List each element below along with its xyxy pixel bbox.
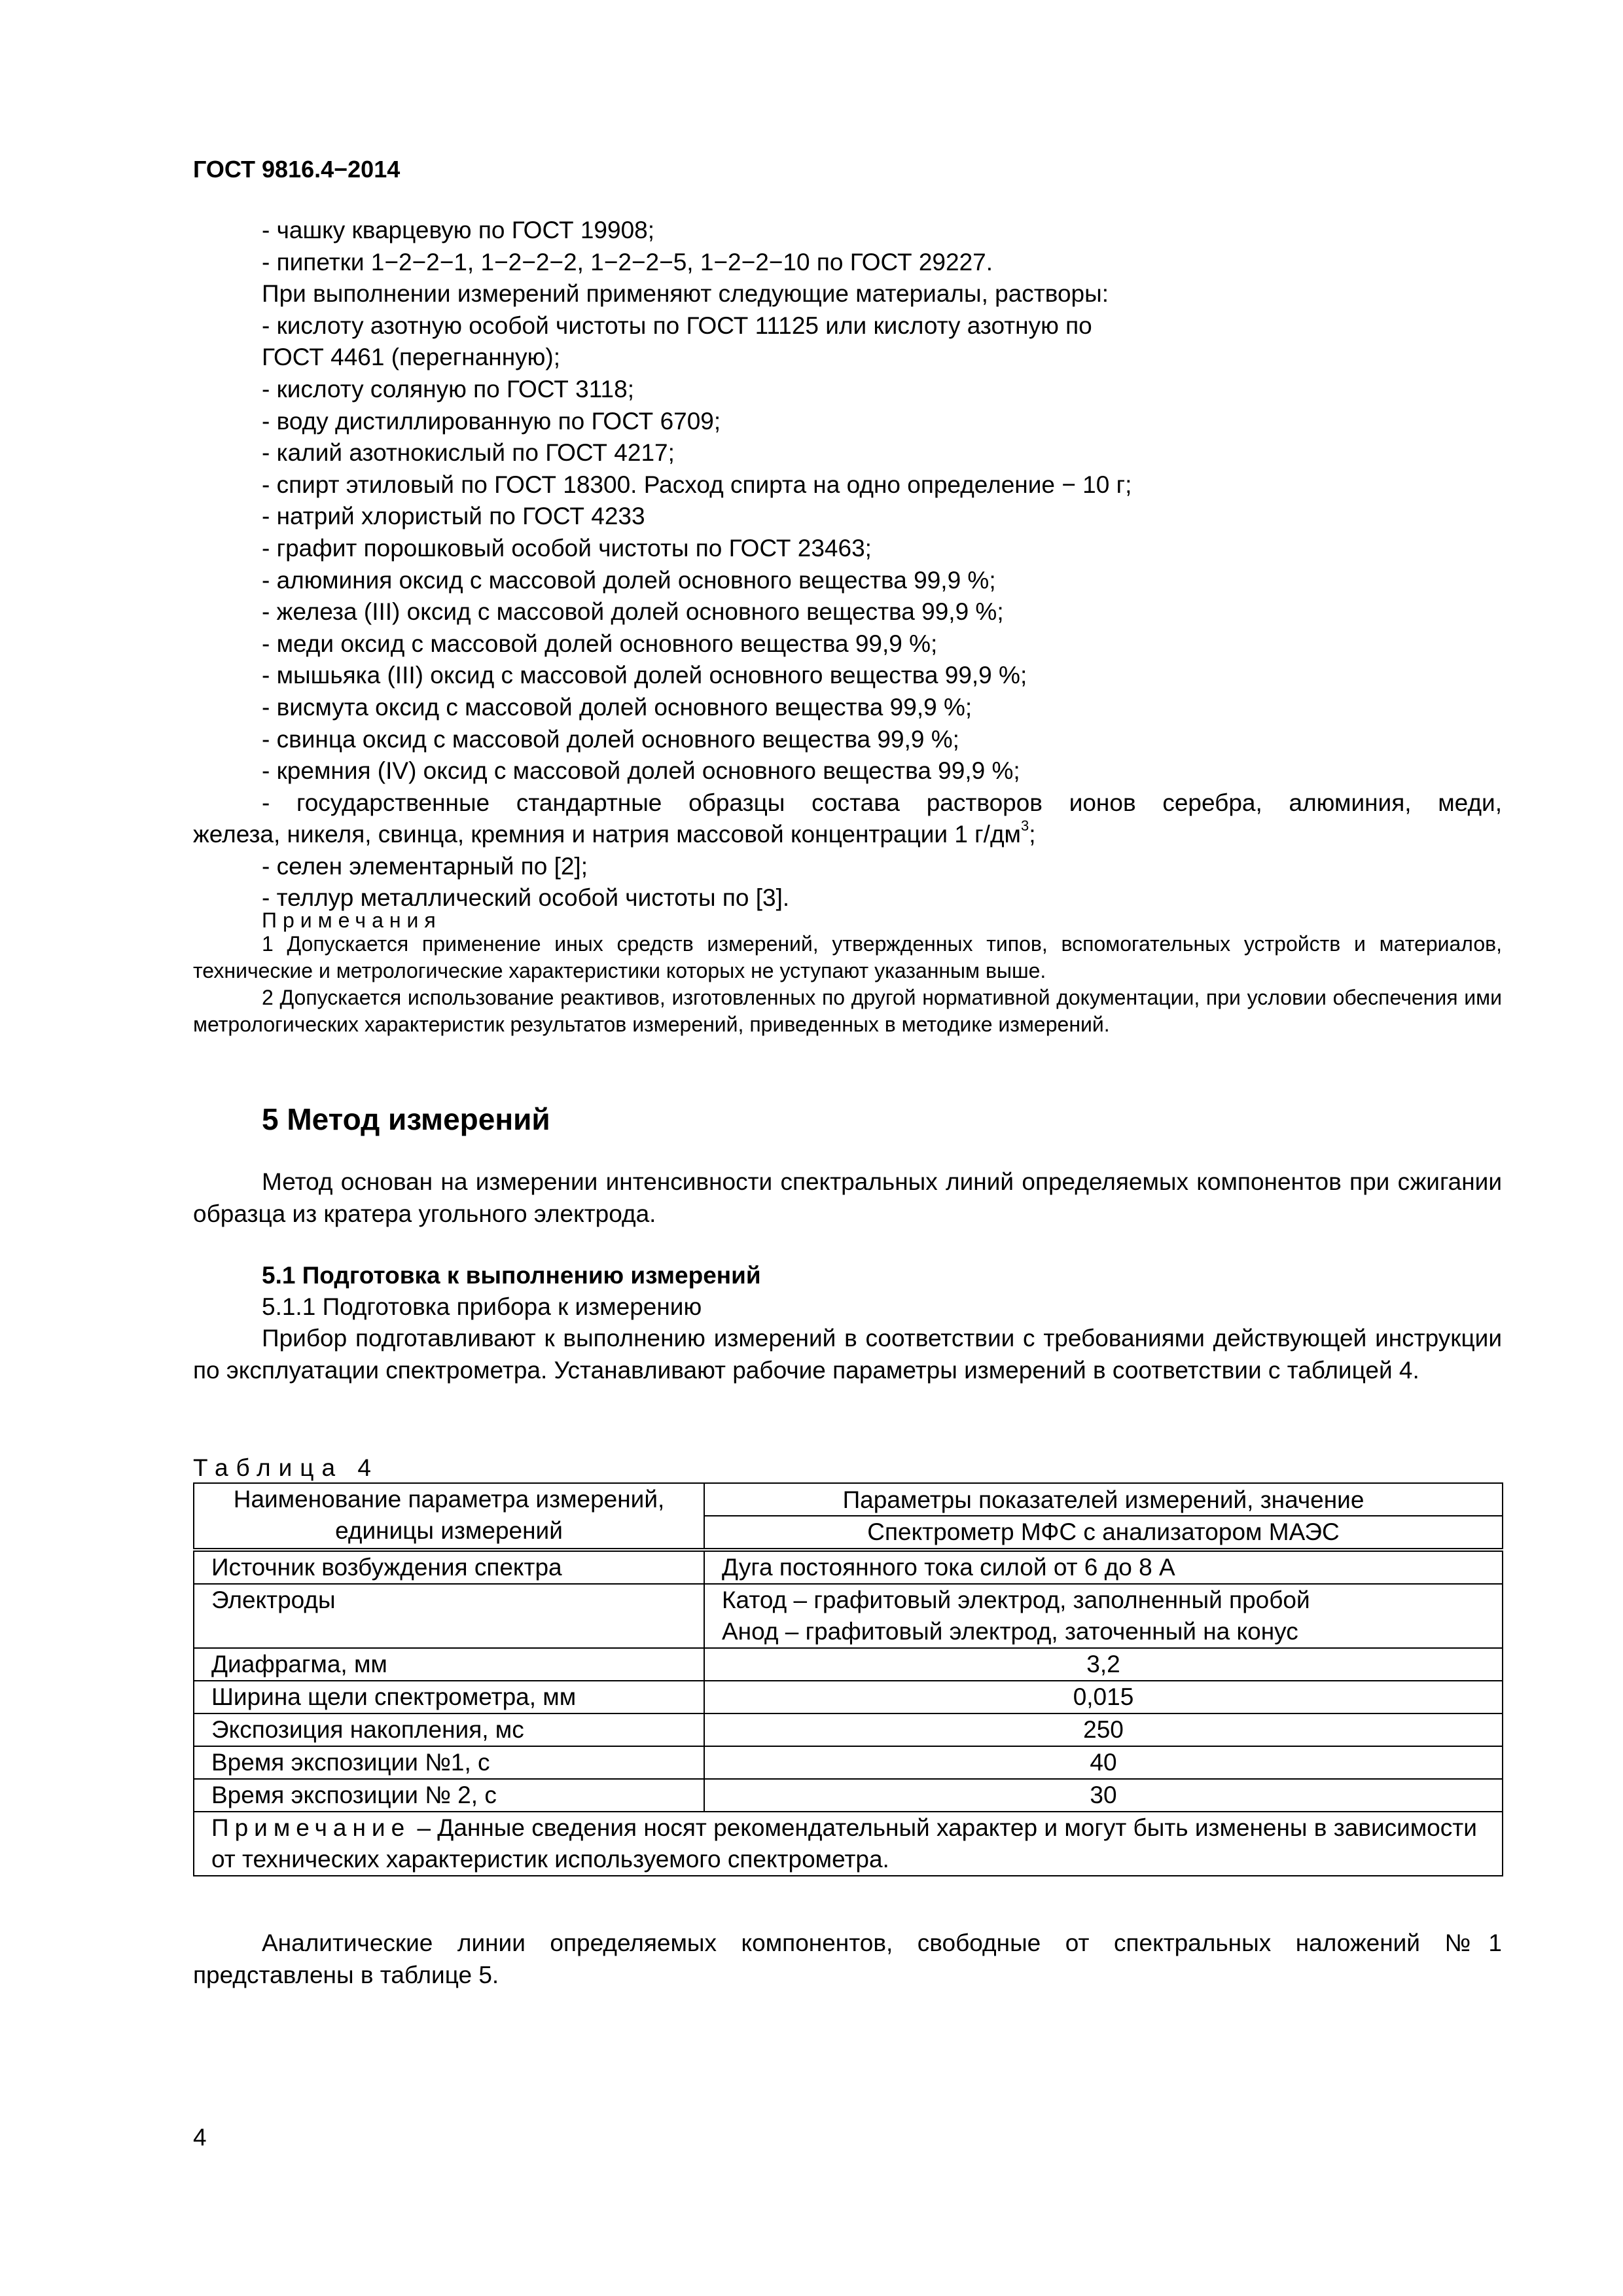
closing-paragraph: Аналитические линии определяемых компонентов, свободные от спектральных наложений №1 представлены в таблице 5.	[193, 1929, 1502, 1988]
subsubsection-heading: 5.1.1 Подготовка прибора к измерению	[262, 1293, 702, 1320]
table-row	[194, 1550, 1503, 1584]
list-item: - графит порошковый особой чистоты по ГОСТ 23463;	[262, 534, 872, 562]
table-cell: Время экспозиции №1, с	[194, 1746, 704, 1779]
list-item: - воду дистиллированную по ГОСТ 6709;	[262, 407, 721, 435]
list-item: - меди оксид с массовой долей основного вещества 99,9 %;	[262, 630, 938, 657]
table-cell: Ширина щели спектрометра, мм	[194, 1681, 704, 1713]
table-subheader-col2: Спектрометр МФС с анализатором МАЭС	[704, 1516, 1503, 1550]
table-cell: Дуга постоянного тока силой от 6 до 8 А	[704, 1550, 1503, 1584]
table-header-row	[194, 1483, 1503, 1516]
table-cell: 3,2	[704, 1648, 1503, 1681]
table-cell: Экспозиция накопления, мс	[194, 1713, 704, 1746]
table-cell: 0,015	[704, 1681, 1503, 1713]
list-item: - кислоту азотную особой чистоты по ГОСТ 11125 или кислоту азотную по	[262, 312, 1092, 339]
list-item: - мышьяка (III) оксид с массовой долей основного вещества 99,9 %;	[262, 662, 1027, 689]
list-item: - натрий хлористый по ГОСТ 4233	[262, 503, 645, 530]
parameters-table	[193, 1482, 1503, 1876]
subsection-heading: 5.1 Подготовка к выполнению измерений	[262, 1262, 761, 1289]
list-item: - свинца оксид с массовой долей основного вещества 99,9 %;	[262, 725, 959, 753]
table-label: Таблица 4	[193, 1454, 379, 1481]
gso-tail: ;	[1029, 821, 1036, 848]
table-note-row	[194, 1812, 1503, 1876]
list-item: - чашку кварцевую по ГОСТ 19908;	[262, 217, 655, 243]
list-item: - пипетки 1−2−2−1, 1−2−2−2, 1−2−2−5, 1−2−2−10 по ГОСТ 29227.	[262, 248, 993, 276]
table-cell: Электроды	[194, 1584, 704, 1648]
table-cell: Время экспозиции № 2, с	[194, 1779, 704, 1812]
list-item: ГОСТ 4461 (перегнанную);	[262, 344, 561, 371]
table-header-col2: Параметры показателей измерений, значение	[704, 1483, 1503, 1516]
electrode-cathode: Катод – графитовый электрод, заполненный пробой	[722, 1587, 1310, 1613]
table-cell: 40	[704, 1746, 1503, 1779]
note-1	[193, 931, 1502, 984]
list-item-gso	[193, 787, 1502, 851]
list-item: - кремния (IV) оксид с массовой долей основного вещества 99,9 %;	[262, 757, 1020, 785]
note-1-text: 1 Допускается применение иных средств измерений, утвержденных типов, вспомогательных устройств и материалов, технические и метрологические характеристики которых не уступают указанным выше.	[193, 932, 1502, 982]
method-paragraph: Метод основан на измерении интенсивности спектральных линий определяемых компонентов при сжигании образца из кратера угольного электрода.	[193, 1168, 1502, 1227]
table-row	[194, 1779, 1503, 1812]
page-number: 4	[193, 2124, 207, 2151]
notes-title: Примечания	[262, 908, 442, 932]
table-cell	[704, 1584, 1503, 1648]
table-cell: Источник возбуждения спектра	[194, 1550, 704, 1584]
list-item: - теллур металлический особой чистоты по [3].	[262, 884, 790, 912]
list-item: - висмута оксид с массовой долей основного вещества 99,9 %;	[262, 693, 972, 721]
note-2-text: 2 Допускается использование реактивов, изготовленных по другой нормативной документации, при условии обеспечения ими метрологических характеристик результатов измерений, приведенных в методике измерений.	[193, 986, 1502, 1036]
table-cell: Диафрагма, мм	[194, 1648, 704, 1681]
table-note-label: Примечание	[211, 1814, 411, 1841]
gso-superscript: 3	[1020, 817, 1029, 834]
electrode-anode: Анод – графитовый электрод, заточенный на конус	[722, 1618, 1298, 1645]
list-item: - кислоту соляную по ГОСТ 3118;	[262, 375, 634, 403]
gso-line-1: - государственные стандартные образцы состава растворов ионов серебра, алюминия, меди,	[262, 789, 1502, 816]
table-cell: 30	[704, 1779, 1503, 1812]
table-row	[194, 1584, 1503, 1648]
table-row	[194, 1713, 1503, 1746]
table-note-text: – Данные сведения носят рекомендательный характер и могут быть изменены в зависимости от технических характеристик используемого спектрометра.	[211, 1814, 1477, 1873]
list-item: - спирт этиловый по ГОСТ 18300. Расход спирта на одно определение − 10 г;	[262, 471, 1132, 498]
list-item: - селен элементарный по [2];	[262, 852, 588, 880]
document-code-header: ГОСТ 9816.4−2014	[193, 156, 401, 183]
table-row	[194, 1648, 1503, 1681]
section-heading: 5 Метод измерений	[262, 1102, 550, 1136]
list-item: При выполнении измерений применяют следующие материалы, растворы:	[262, 280, 1109, 308]
list-item: - алюминия оксид с массовой долей основного вещества 99,9 %;	[262, 566, 996, 594]
note-2	[193, 984, 1502, 1038]
materials-list	[193, 215, 1502, 914]
table-header-col1: Наименование параметра измерений, единицы измерений	[194, 1483, 704, 1550]
list-item: - железа (III) оксид с массовой долей основного вещества 99,9 %;	[262, 598, 1004, 626]
preparation-paragraph: Прибор подготавливают к выполнению измерений в соответствии с требованиями действующей инструкции по эксплуатации спектрометра. Устанавливают рабочие параметры измерений в соответствии с таблицей 4.	[193, 1325, 1502, 1384]
gso-line-2: железа, никеля, свинца, кремния и натрия массовой концентрации 1 г/дм	[193, 821, 1021, 848]
table-note-cell	[194, 1812, 1503, 1876]
list-item: - калий азотнокислый по ГОСТ 4217;	[262, 439, 675, 467]
table-row	[194, 1681, 1503, 1713]
table-row	[194, 1746, 1503, 1779]
table-cell: 250	[704, 1713, 1503, 1746]
